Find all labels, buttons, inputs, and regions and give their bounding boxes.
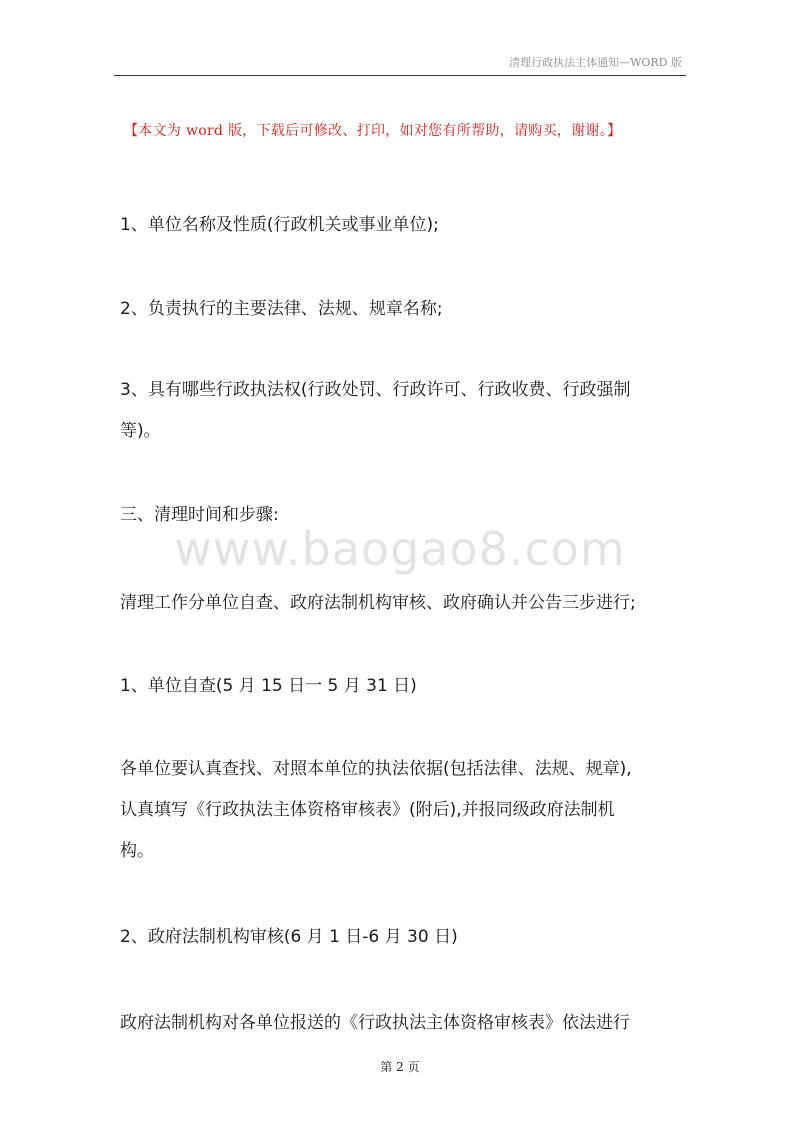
paragraph-laws: 2、负责执行的主要法律、法规、规章名称; <box>120 299 443 319</box>
paragraph-self-check-detail-line3: 构。 <box>120 841 154 861</box>
paragraph-self-check-detail-line2: 认真填写《行政执法主体资格审核表》(附后),并报同级政府法制机 <box>120 800 615 820</box>
download-notice: 【本文为 word 版，下载后可修改、打印，如对您有所帮助，请购买，谢谢。】 <box>124 123 622 139</box>
section-heading-schedule: 三、清理时间和步骤: <box>120 505 279 525</box>
paragraph-review: 2、政府法制机构审核(6 月 1 日-6 月 30 日) <box>120 927 458 947</box>
paragraph-self-check-detail-line1: 各单位要认真查找、对照本单位的执法依据(包括法律、法规、规章), <box>120 759 632 779</box>
paragraph-self-check: 1、单位自查(5 月 15 日一 5 月 31 日) <box>120 676 417 696</box>
paragraph-three-steps: 清理工作分单位自查、政府法制机构审核、政府确认并公告三步进行; <box>120 593 636 613</box>
header-divider <box>114 75 686 76</box>
document-header-title: 清理行政执法主体通知—WORD 版 <box>509 56 682 69</box>
paragraph-review-detail: 政府法制机构对各单位报送的《行政执法主体资格审核表》依法进行 <box>120 1013 630 1033</box>
paragraph-unit-name: 1、单位名称及性质(行政机关或事业单位); <box>120 215 439 235</box>
page-number: 第 2 页 <box>380 1060 420 1074</box>
site-watermark: www.baogao8.com <box>174 522 626 576</box>
paragraph-powers-line2: 等)。 <box>120 421 161 441</box>
paragraph-powers-line1: 3、具有哪些行政执法权(行政处罚、行政许可、行政收费、行政强制 <box>120 380 631 400</box>
